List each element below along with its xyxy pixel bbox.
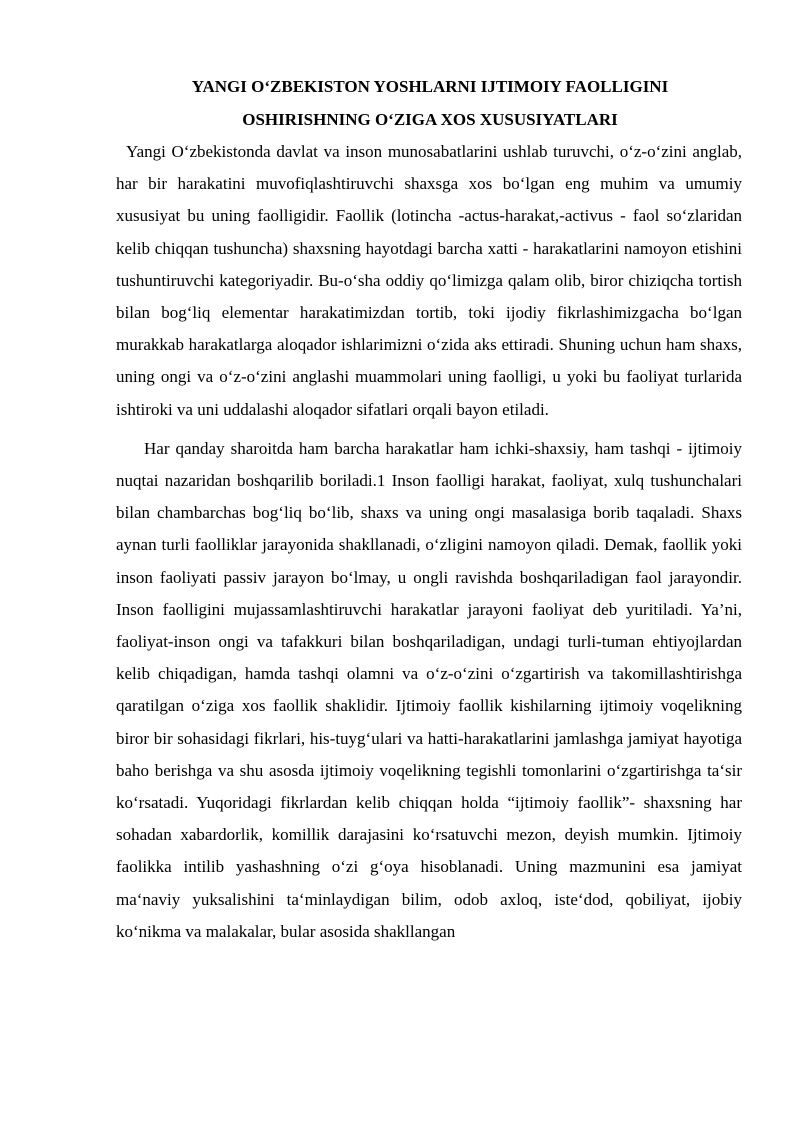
paragraph-2: Har qanday sharoitda ham barcha harakatlar ham ichki-shaxsiy, ham tashqi - ijtimoiy nuqtai nazaridan boshqarilib boriladi.1 Inson faolligi harakat, faoliyat, xulq tushunchalari bilan chambarchas bog‘liq bo‘lib, shaxs va uning ongi masalasiga borib taqaladi. Shaxs aynan turli faolliklar jarayonida shakllanadi, o‘zligini namoyon qiladi. Demak, faollik yoki inson faoliyati passiv jarayon bo‘lmay, u ongli ravishda boshqariladigan faol jarayondir. Inson faolligini mujassamlashtiruvchi harakatlar jarayoni faoliyat deb yuritiladi. Ya’ni, faoliyat-inson ongi va tafakkuri bilan boshqariladigan, undagi turli-tuman ehtiyojlardan kelib chiqadigan, hamda tashqi olamni va o‘z-o‘zini o‘zgartirish va takomillashtirishga qaratilgan o‘ziga xos faollik shaklidir. Ijtimoiy faollik kishilarning ijtimoiy voqelikning biror bir sohasidagi fikrlari, his-tuyg‘ulari va hatti-harakatlarini jamlashga jamiyat hayotiga baho berishga va shu asosda ijtimoiy voqelikning tegishli tomonlarini o‘zgartirishga ta‘sir ko‘rsatadi. Yuqoridagi fikrlardan kelib chiqqan holda “ijtimoiy faollik”- shaxsning har sohadan xabardorlik, komillik darajasini ko‘rsatuvchi mezon, deyish mumkin. Ijtimoiy faolikka intilib yashashning o‘zi g‘oya hisoblanadi. Uning mazmunini esa jamiyat ma‘naviy yuksalishini ta‘minlaydigan bilim, odob axloq, iste‘dod, qobiliyat, ijobiy ko‘nikma va malakalar, bular asosida shakllangan xyxy=(116,438,742,941)
document-title xyxy=(116,70,742,136)
title-line-2: OSHIRISHNING O‘ZIGA XOS XUSUSIYATLARI xyxy=(242,110,618,129)
title-line-1: YANGI O‘ZBEKISTON YOSHLARNI IJTIMOIY FAOLLIGINI xyxy=(191,77,669,96)
paragraph-1: Yangi O‘zbekistonda davlat va inson munosabatlarini ushlab turuvchi, o‘z-o‘zini anglab, har bir harakatini muvofiqlashtiruvchi shaxsga xos bo‘lgan eng muhim va umumiy xususiyat bu uning faolligidir. Faollik (lotincha -actus-harakat,-activus - faol so‘zlaridan kelib chiqqan tushuncha) shaxsning hayotdagi barcha xatti - harakatlarini namoyon etishini tushuntiruvchi kategoriyadir. Bu-o‘sha oddiy qo‘limizga qalam olib, biror chiziqcha tortish bilan bog‘liq elementar harakatimizdan tortib, toki ijodiy fikrlashimizgacha bo‘lgan murakkab harakatlarga aloqador ishlarimizni o‘zida aks ettiradi. Shuning uchun ham shaxs, uning ongi va o‘z-o‘zini anglashi muammolari uning faolligi, u yoki bu faoliyat turlarida ishtiroki va uni uddalashi aloqador sifatlari orqali bayon etiladi. xyxy=(116,142,742,419)
document-page xyxy=(116,70,742,948)
